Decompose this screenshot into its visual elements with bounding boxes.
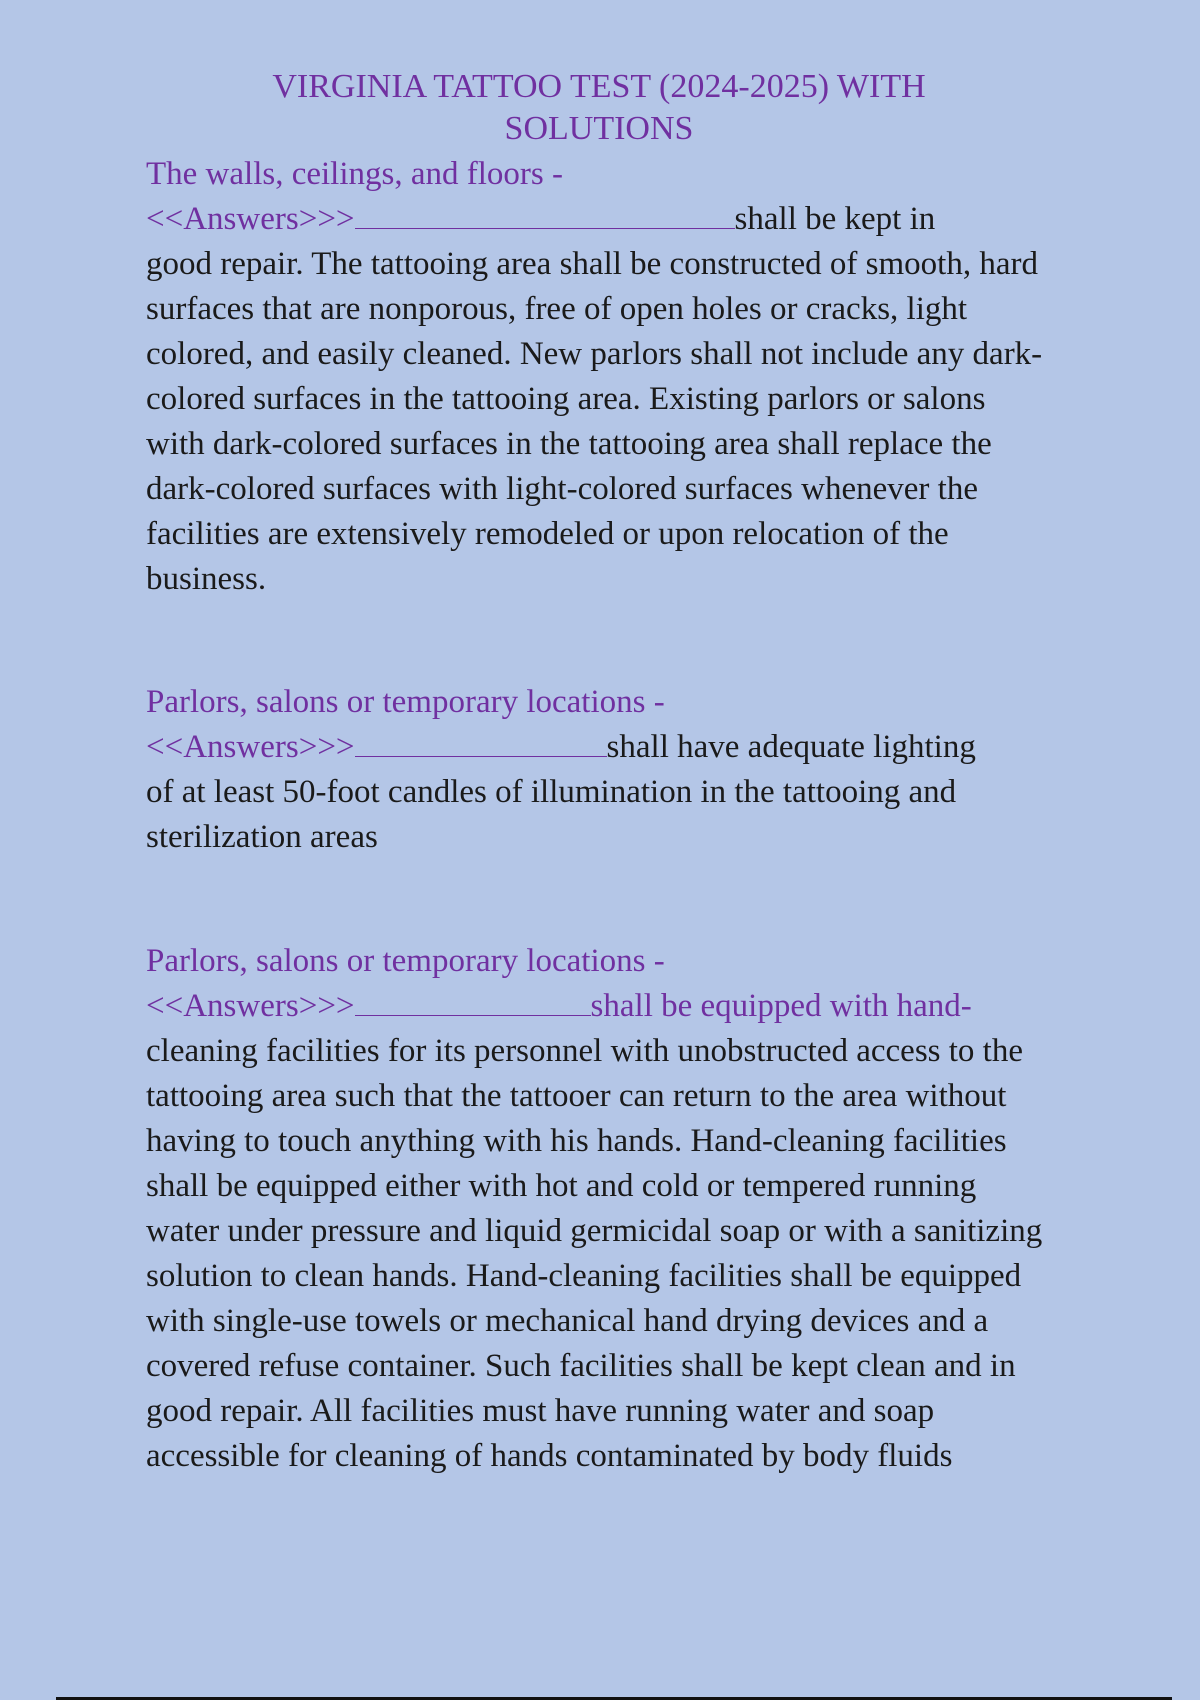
- answers-marker: <<Answers>>>: [146, 729, 355, 765]
- answers-marker: <<Answers>>>: [146, 201, 355, 237]
- question-block-1: [146, 152, 1046, 602]
- answer-line-tail: shall be kept in: [734, 201, 936, 237]
- question-prompt: Parlors, salons or temporary locations -: [146, 943, 665, 979]
- answer-blank: [355, 200, 735, 229]
- answer-line: [146, 197, 1046, 242]
- answer-line-tail: shall be equipped with hand-: [590, 988, 972, 1024]
- page-title-line-1: VIRGINIA TATTOO TEST (2024-2025) WITH: [272, 68, 926, 105]
- answer-blank: [355, 728, 607, 757]
- question-body: of at least 50-foot candles of illumination in the tattooing and sterilization areas: [146, 774, 957, 855]
- answer-line: [146, 725, 1046, 770]
- question-prompt: The walls, ceilings, and floors -: [146, 156, 563, 192]
- answer-blank: [355, 987, 591, 1016]
- page-title-line-2: SOLUTIONS: [504, 110, 694, 147]
- question-body: cleaning facilities for its personnel with unobstructed access to the tattooing area such that the tattooer can return to the area without having to touch anything with his hands. Hand-cleaning facilities shall be equipped either with hot and cold or tempered running water under pressure and liquid germicidal soap or with a sanitizing solution to clean hands. Hand-cleaning facilities shall be equipped with single-use towels or mechanical hand drying devices and a covered refuse container. Such facilities shall be kept clean and in good repair. All facilities must have running water and soap accessible for cleaning of hands contaminated by body fluids: [146, 1033, 1043, 1474]
- question-block-3: [146, 939, 1046, 1479]
- question-prompt: Parlors, salons or temporary locations -: [146, 684, 665, 720]
- page-title: [240, 66, 958, 150]
- question-body: good repair. The tattooing area shall be constructed of smooth, hard surfaces that are nonporous, free of open holes or cracks, light colored, and easily cleaned. New parlors shall not include any dark-colored surfaces in the tattooing area. Existing parlors or salons with dark-colored surfaces in the tattooing area shall replace the dark-colored surfaces with light-colored surfaces whenever the facilities are extensively remodeled or upon relocation of the business.: [146, 246, 1043, 597]
- answer-line: [146, 984, 1046, 1029]
- question-block-2: [146, 680, 1046, 860]
- answer-line-tail: shall have adequate lighting: [606, 729, 976, 765]
- answers-marker: <<Answers>>>: [146, 988, 355, 1024]
